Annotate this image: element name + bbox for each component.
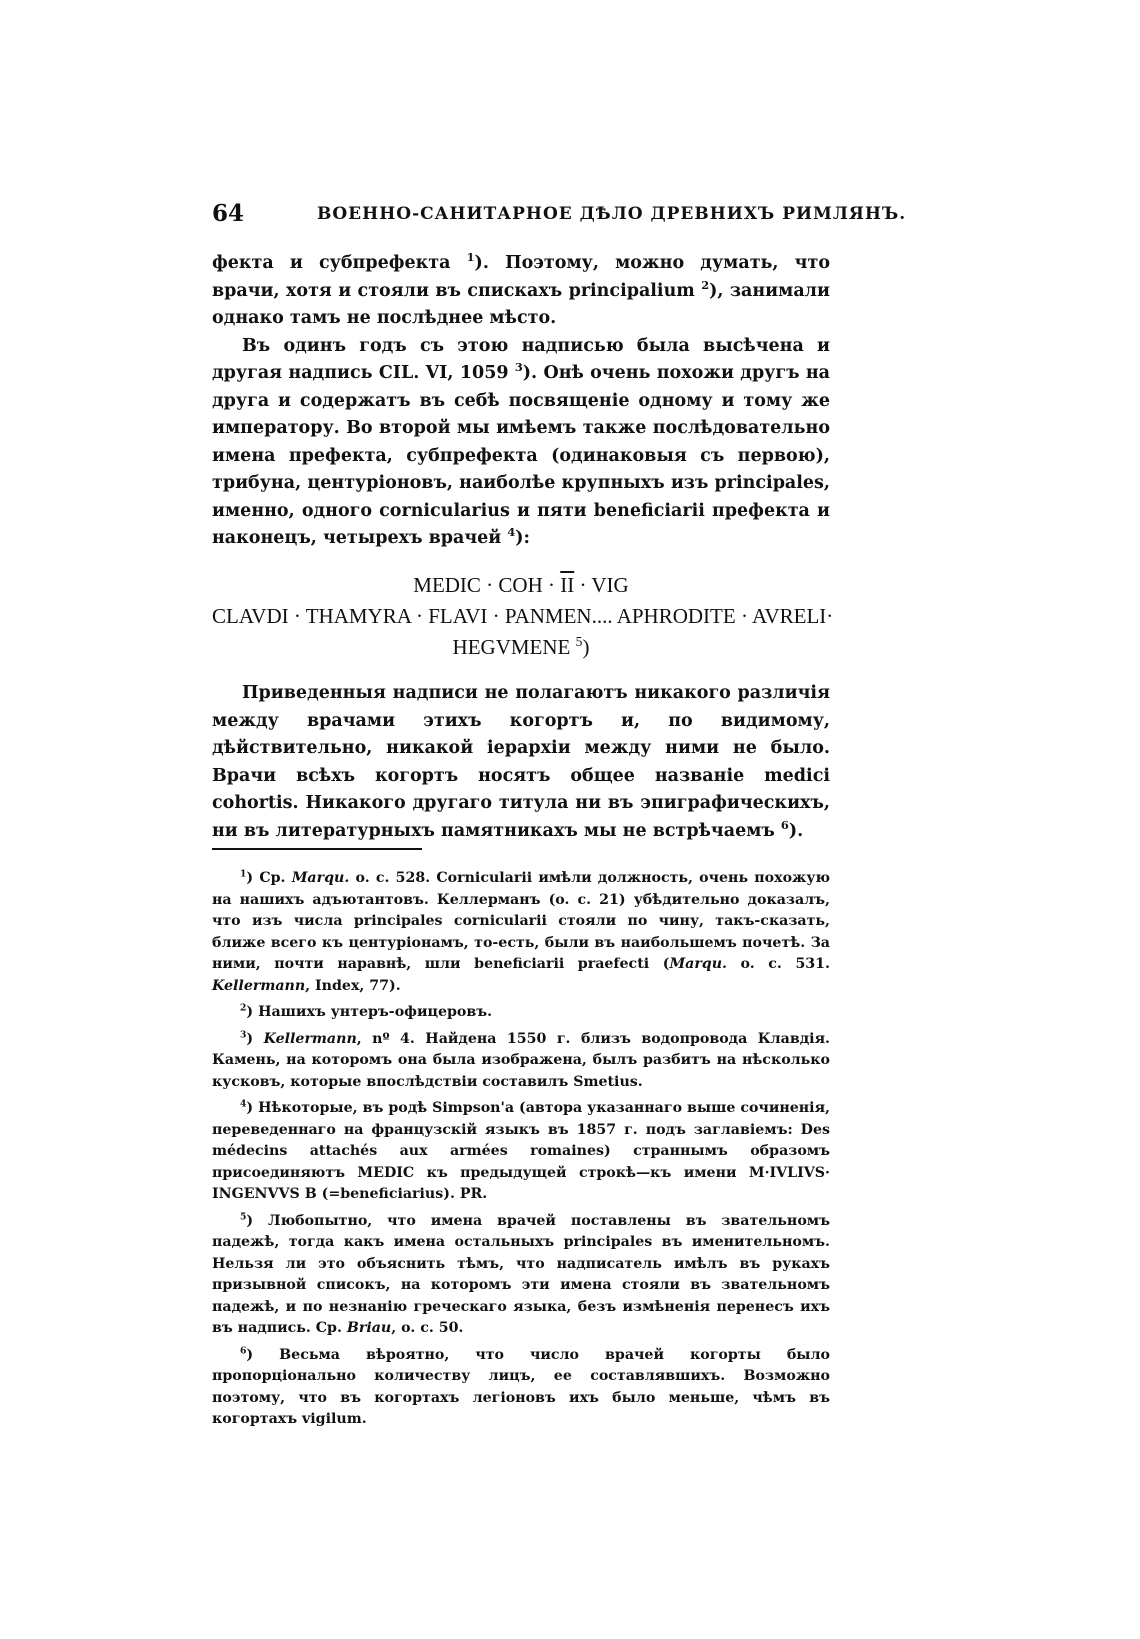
italic-ref: Kellermann (212, 977, 306, 994)
footnote-ref: 1 (466, 250, 475, 265)
footnote-separator (212, 848, 422, 850)
footnote-number: 4 (240, 1098, 247, 1110)
text-run: ). Онѣ очень похожи другъ на друга и содержатъ въ себѣ посвященіе одному и тому же императору. Во второй мы имѣемъ также послѣдовательно имена префекта, субпрефекта (одинаковыя съ первою), трибуна, центуріоновъ, наиболѣе крупныхъ изъ principales, именно, одного cornicularius и пяти beneficiarii префекта и наконецъ, четырехъ врачей (212, 363, 830, 548)
inscription-line-2: CLAVDI · THAMYRA · FLAVI · PANMEN.... APHRODITE · AVRELI· (212, 604, 834, 628)
footnote-ref: 4 (507, 525, 516, 540)
text-run: ) (582, 635, 590, 659)
text-run: ) Любопытно, что имена врачей поставлены въ звательномъ падежѣ, тогда какъ имена остальныхъ principales въ именительномъ. Нельзя ли это объяснить тѣмъ, что надписатель имѣлъ въ рукахъ призывной списокъ, на которомъ эти имена стояли въ звательномъ падежѣ, и по незнанію греческаго языка, безъ измѣненія перенесъ ихъ въ надпись. Ср. (212, 1212, 830, 1336)
footnote-3 (212, 1029, 830, 1094)
main-text-upper (212, 250, 830, 553)
italic-ref: Marqu. (669, 956, 727, 972)
footnote-6 (212, 1345, 830, 1431)
text-run: фекта и субпрефекта (212, 253, 467, 273)
page-number: 64 (212, 200, 245, 227)
text-run: ), занимали однако тамъ не послѣднее мѣсто. (212, 280, 830, 328)
page-header (212, 200, 907, 230)
text-run: ) Нѣкоторые, въ родѣ Simpson'а (автора указаннаго выше сочиненія, переведеннаго на французскій языкъ въ 1857 г. подъ заглавіемъ: Des médecins attachés aux armées romaines) страннымъ образомъ присоединяютъ MEDIC къ предыдущей строкѣ—къ имени M·IVLIVS· INGENVVS B (=beneficiarius). PR. (212, 1100, 830, 1202)
cohort-numeral: $\overline{II}$ (560, 573, 575, 597)
latin-inscription (212, 570, 834, 663)
text-run: · VIG (574, 573, 629, 597)
text-run: MEDIC · COH · (413, 573, 561, 597)
text-run: o. c. 528. Cornicularii имѣли должность, очень похожую на нашихъ адъютантовъ. Келлерманъ (o. c. 21) убѣдительно доказалъ, что изъ числа principales cornicularii стояли по чину, такъ-сказать, ближе всего къ центуріонамъ, то-есть, были въ наибольшемъ почетѣ. За ними, почти наравнѣ, шли beneficiarii praefecti ( (212, 870, 831, 972)
footnote-ref: 2 (701, 277, 710, 292)
paragraph-2 (212, 333, 830, 553)
text-run: , o. c. 50. (391, 1320, 464, 1336)
text-run: Приведенныя надписи не полагаютъ никакого различія между врачами этихъ когортъ и, по видимому, дѣйствительно, никакой іерархіи между ними не было. Врачи всѣхъ когортъ носятъ общее названіе medici cohortis. Никакого другаго титула ни въ эпиграфическихъ, ни въ литературныхъ памятникахъ мы не встрѣчаемъ (212, 683, 830, 841)
footnotes (212, 868, 830, 1436)
footnote-ref: 5 (575, 634, 583, 649)
footnote-1 (212, 868, 830, 997)
text-run: HEGVMENE (452, 635, 576, 659)
footnote-number: 6 (240, 1344, 247, 1356)
text-run: Въ одинъ годъ съ этою надписью была высѣчена и другая надпись CIL. VI, 1059 (212, 335, 830, 383)
inscription-line-1 (212, 570, 830, 601)
text-run: , nº 4. Найдена 1550 г. близъ водопровода Клавдія. Камень, на которомъ она была изображена, былъ разбитъ на нѣсколько кусковъ, которые впослѣдствіи составилъ Smetius. (212, 1030, 830, 1090)
footnote-number: 5 (240, 1210, 247, 1222)
italic-ref: Marqu. (291, 870, 350, 886)
text-run: ) Нашихъ унтеръ-офицеровъ. (246, 1004, 493, 1020)
footnote-number: 2 (240, 1002, 247, 1014)
footnote-ref: 6 (780, 817, 789, 832)
text-run: ) (246, 1030, 264, 1047)
text-run: o. c. 531. (726, 956, 830, 972)
italic-ref: Kellermann (263, 1030, 357, 1047)
footnote-2 (212, 1002, 830, 1024)
italic-ref: Briau (346, 1320, 392, 1336)
text-run: , Index, 77). (305, 977, 401, 994)
text-run: ). (788, 820, 804, 841)
main-text-lower (212, 680, 830, 845)
text-run: ) Весьма вѣроятно, что число врачей когорты было пропорціонально количеству лицъ, ее составлявшихъ. Возможно поэтому, что въ когортахъ легіоновъ ихъ было меньше, чѣмъ въ когортахъ vigilum. (212, 1346, 830, 1427)
inscription-line-3 (212, 632, 830, 663)
text-run: ): (515, 528, 530, 548)
text-run: ). Поэтому, можно думать, что врачи, хотя и стояли въ спискахъ principalium (212, 253, 830, 301)
running-title: ВОЕННО-САНИТАРНОЕ ДѢЛО ДРЕВНИХЪ РИМЛЯНЪ. (317, 204, 907, 224)
footnote-number: 3 (240, 1028, 247, 1040)
footnote-5 (212, 1211, 830, 1340)
footnote-number: 1 (240, 868, 247, 880)
footnote-4 (212, 1098, 830, 1206)
paragraph-3 (212, 680, 830, 845)
text-run: ) Ср. (246, 870, 292, 886)
footnote-ref: 3 (514, 360, 523, 375)
paragraph-1 (212, 250, 830, 333)
